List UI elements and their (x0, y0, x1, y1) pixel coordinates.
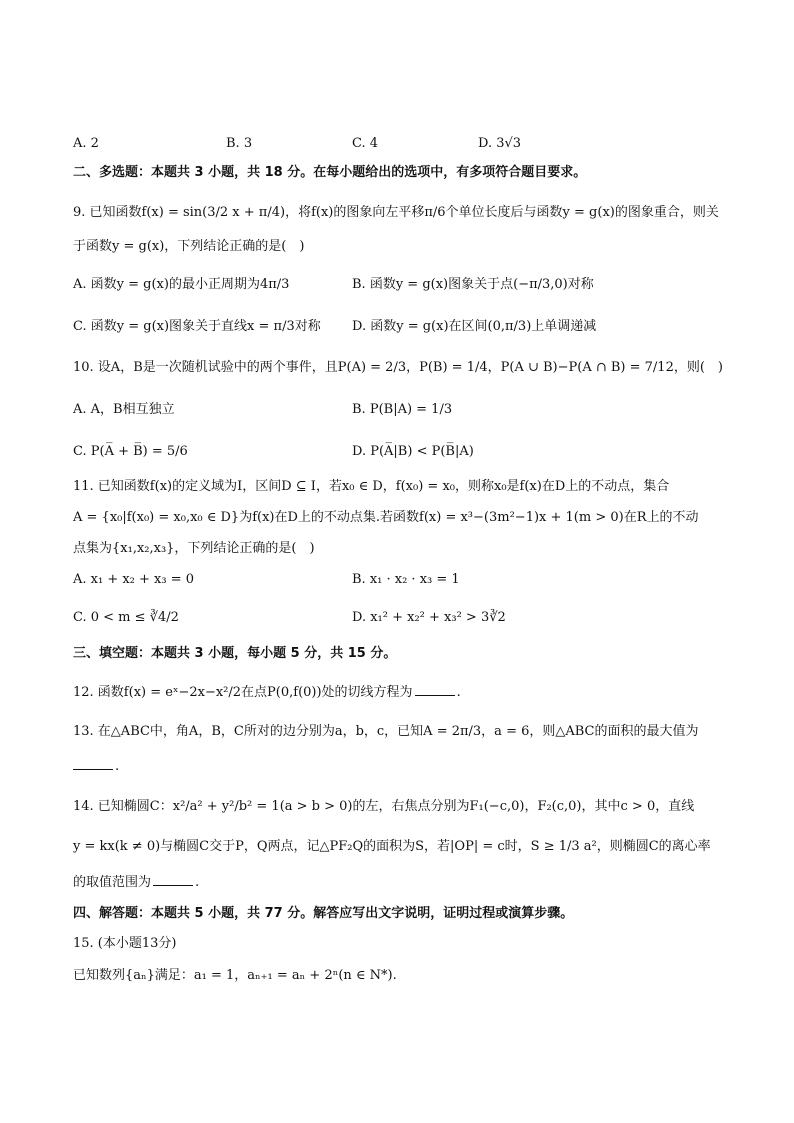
q14-text: 的取值范围为 (73, 875, 152, 890)
q9-option-b: B. 函数y = g(x)图象关于点(−π/3,0)对称 (352, 277, 594, 292)
q15-stem: 已知数列{aₙ}满足：a₁ = 1，aₙ₊₁ = aₙ + 2ⁿ(n ∈ N*). (73, 968, 397, 983)
q8-option-d: D. 3√3 (478, 136, 522, 151)
answer-blank (153, 873, 193, 886)
q10-option-d: D. P(A̅|B) < P(B̅|A) (352, 444, 474, 459)
section3-header: 三、填空题：本题共 3 小题，每小题 5 分，共 15 分。 (73, 646, 397, 661)
q9-stem-line1: 9. 已知函数f(x) = sin(3/2 x + π/4)，将f(x)的图象向左平移π/6个单位长度后与函数y = g(x)的图象重合，则关 (73, 205, 719, 220)
q11-stem-line1: 11. 已知函数f(x)的定义域为I，区间D ⊆ I，若x₀ ∈ D，f(x₀) = x₀，则称x₀是f(x)在D上的不动点，集合 (73, 479, 670, 494)
q8-option-c: C. 4 (352, 136, 379, 151)
q11-option-d: D. x₁² + x₂² + x₃² > 3∛2 (352, 610, 506, 625)
q11-option-c: C. 0 < m ≤ ∛4/2 (73, 610, 179, 625)
q14-stem-line3: 的取值范围为 . (73, 875, 200, 890)
q15-title: 15. (本小题13分) (73, 936, 177, 951)
q12-text: 12. 函数f(x) = eˣ−2x−x²/2在点P(0,f(0))处的切线方程为 (73, 685, 413, 700)
q11-stem-line2: A = {x₀|f(x₀) = x₀,x₀ ∈ D}为f(x)在D上的不动点集.若函数f(x) = x³−(3m²−1)x + 1(m > 0)在R上的不动 (73, 510, 699, 525)
q8-option-b: B. 3 (226, 136, 253, 151)
q11-option-a: A. x₁ + x₂ + x₃ = 0 (73, 572, 195, 587)
q10-stem-line1: 10. 设A，B是一次随机试验中的两个事件，且P(A) = 2/3，P(B) = 1/4，P(A ∪ B)−P(A ∩ B) = 7/12，则( ) (73, 360, 723, 375)
section4-header: 四、解答题：本题共 5 小题，共 77 分。解答应写出文字说明，证明过程或演算步骤。 (73, 906, 574, 921)
q10-option-b: B. P(B|A) = 1/3 (352, 402, 453, 417)
q14-stem-line2: y = kx(k ≠ 0)与椭圆C交于P，Q两点，记△PF₂Q的面积为S，若|OP| = c时，S ≥ 1/3 a²，则椭圆C的离心率 (73, 839, 711, 854)
q13-stem-line2: . (73, 757, 119, 776)
q13-stem-line1: 13. 在△ABC中，角A，B，C所对的边分别为a，b，c，已知A = 2π/3，a = 6，则△ABC的面积的最大值为 (73, 724, 699, 739)
q8-option-a: A. 2 (73, 136, 99, 151)
q9-option-a: A. 函数y = g(x)的最小正周期为4π/3 (73, 277, 290, 292)
q9-option-c: C. 函数y = g(x)图象关于直线x = π/3对称 (73, 319, 321, 334)
q11-stem-line3: 点集为{x₁,x₂,x₃}，下列结论正确的是( ) (73, 541, 315, 556)
q11-option-b: B. x₁ · x₂ · x₃ = 1 (352, 572, 460, 587)
answer-blank (415, 683, 455, 696)
section2-header: 二、多选题：本题共 3 小题，共 18 分。在每小题给出的选项中，有多项符合题目要求。 (73, 165, 587, 180)
q10-option-a: A. A，B相互独立 (73, 402, 175, 417)
q12-stem: 12. 函数f(x) = eˣ−2x−x²/2在点P(0,f(0))处的切线方程为 . (73, 685, 461, 700)
q10-option-c: C. P(A̅ + B̅) = 5/6 (73, 444, 188, 459)
answer-blank (73, 757, 113, 770)
q14-stem-line1: 14. 已知椭圆C：x²/a² + y²/b² = 1(a > b > 0)的左，右焦点分别为F₁(−c,0)，F₂(c,0)，其中c > 0，直线 (73, 799, 695, 814)
q9-option-d: D. 函数y = g(x)在区间(0,π/3)上单调递减 (352, 319, 597, 334)
q9-stem-line2: 于函数y = g(x)，下列结论正确的是( ) (73, 239, 305, 254)
